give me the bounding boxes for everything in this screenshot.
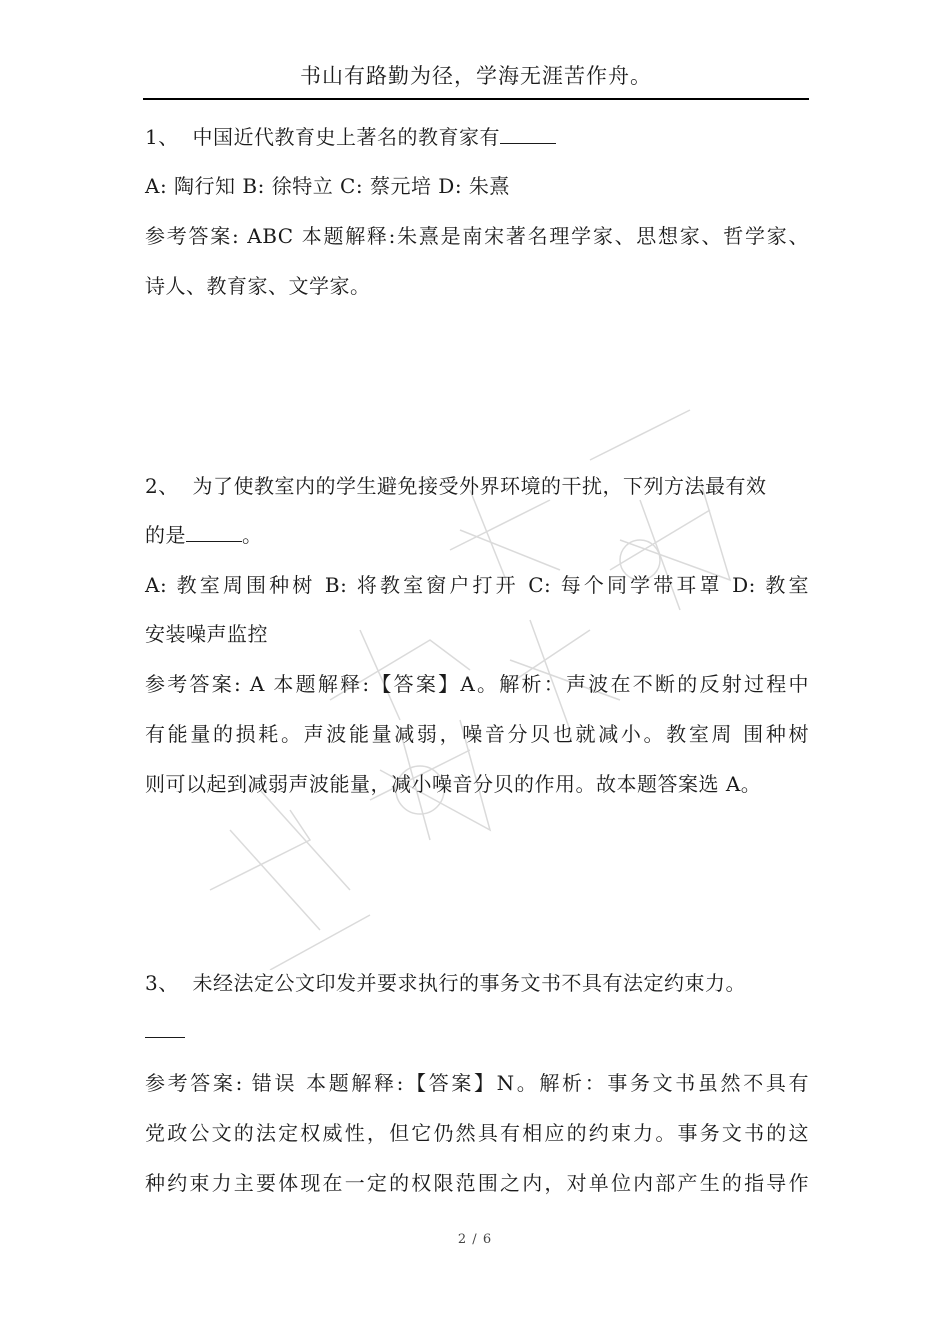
question-3-answer-line-2: 党政公文的法定权威性，但它仍然具有相应的约束力。事务文书的这 bbox=[145, 1121, 809, 1145]
page-number: 2 / 6 bbox=[457, 1232, 493, 1247]
question-2-options-line-1: A: 教室周围种树 B: 将教室窗户打开 C: 每个同学带耳罩 D: 教室 bbox=[145, 573, 809, 597]
question-3-number: 3、 bbox=[145, 971, 179, 995]
answer-blank bbox=[186, 521, 242, 542]
question-2-text: 为了使教室内的学生避免接受外界环境的干扰，下列方法最有效 bbox=[192, 474, 767, 498]
question-2-stem-line-1 bbox=[145, 471, 809, 501]
question-1-number: 1、 bbox=[145, 125, 179, 149]
question-3-blank-line bbox=[145, 1016, 809, 1046]
page-header-motto: 书山有路勤为径，学海无涯苦作舟。 bbox=[300, 64, 652, 88]
question-1-answer-line-2: 诗人、教育家、文学家。 bbox=[145, 274, 371, 298]
answer-blank bbox=[500, 123, 556, 144]
question-3-stem bbox=[145, 968, 809, 998]
question-1-answer-line-1: 参考答案: ABC 本题解释:朱熹是南宋著名理学家、思想家、哲学家、 bbox=[145, 224, 809, 248]
question-2-answer-line-2: 有能量的损耗。声波能量减弱，噪音分贝也就减小。教室周 围种树 bbox=[145, 722, 809, 746]
question-2-options-line-2: 安装噪声监控 bbox=[145, 622, 268, 646]
question-2-text-end: 。 bbox=[242, 523, 263, 547]
question-3-answer-line-1: 参考答案: 错误 本题解释:【答案】N。解析：事务文书虽然不具有 bbox=[145, 1071, 809, 1095]
question-1-options: A: 陶行知 B: 徐特立 C: 蔡元培 D: 朱熹 bbox=[145, 174, 510, 198]
question-2-answer-line-3: 则可以起到减弱声波能量，减小噪音分贝的作用。故本题答案选 A。 bbox=[145, 772, 762, 796]
header-rule bbox=[143, 98, 809, 100]
question-1-stem bbox=[145, 122, 809, 152]
question-3-text: 未经法定公文印发并要求执行的事务文书不具有法定约束力。 bbox=[192, 971, 746, 995]
question-2-stem-line-2 bbox=[145, 520, 809, 550]
question-2-number: 2、 bbox=[145, 474, 179, 498]
question-3-answer-line-3: 种约束力主要体现在一定的权限范围之内，对单位内部产生的指导作 bbox=[145, 1171, 809, 1195]
question-1-text: 中国近代教育史上著名的教育家有 bbox=[192, 125, 500, 149]
question-2-answer-line-1: 参考答案: A 本题解释:【答案】A。解析：声波在不断的反射过程中 bbox=[145, 672, 809, 696]
question-2-text-cont: 的是 bbox=[145, 523, 186, 547]
answer-blank bbox=[145, 1017, 185, 1038]
